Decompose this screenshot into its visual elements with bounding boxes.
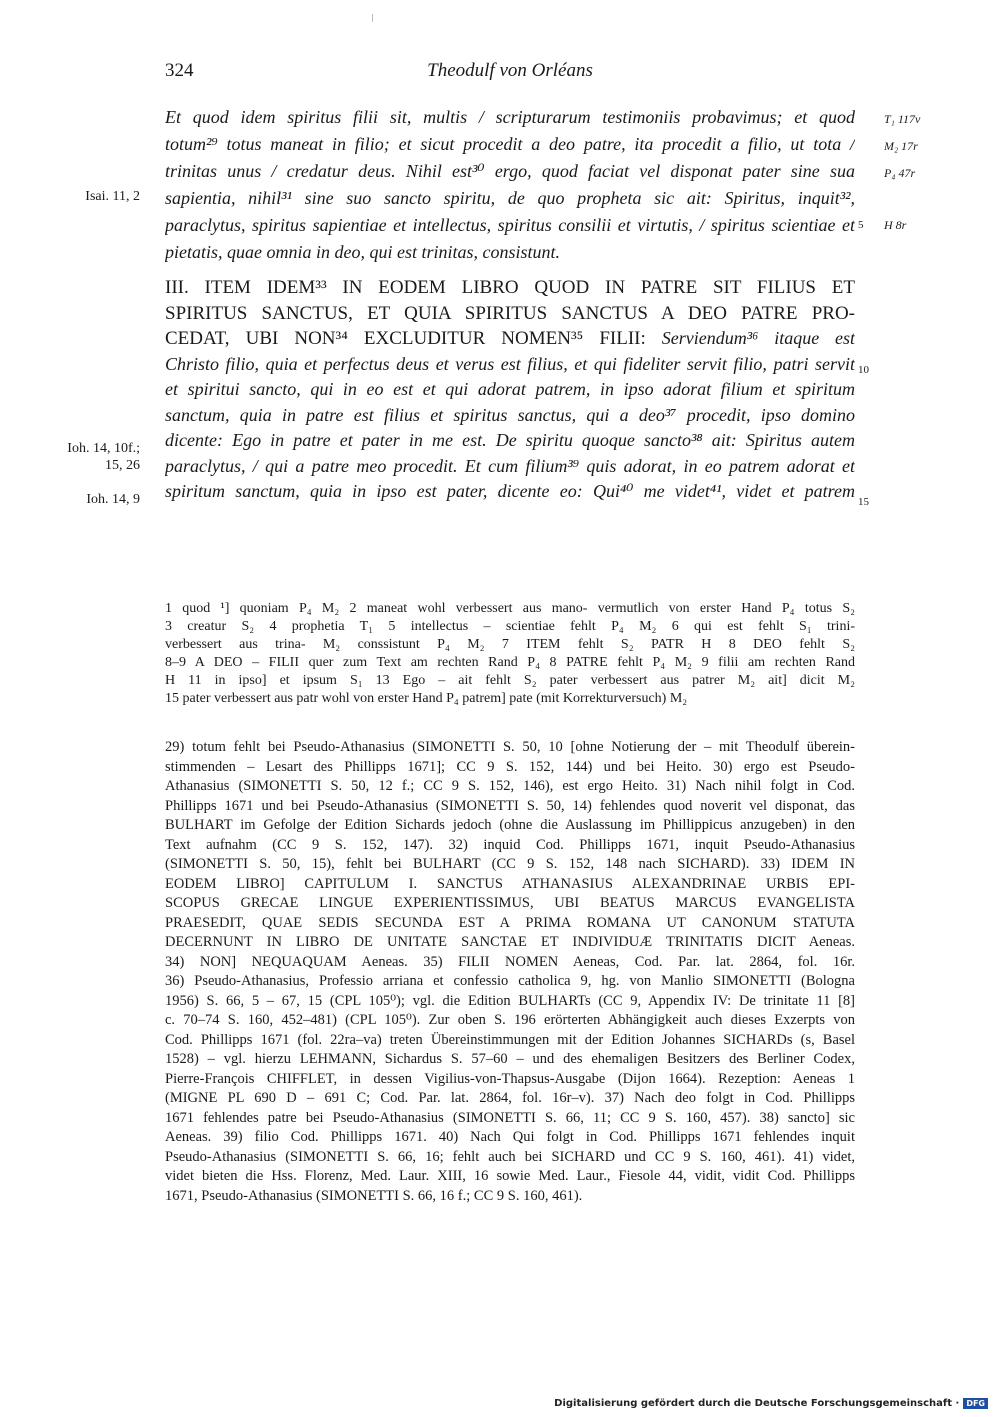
text-line: Christo filio, quia et perfectus deus et verus est filius, et qui fideliter servit filio, patri servit (165, 353, 855, 374)
text-line: totum²⁹ totus maneat in filio; et sicut procedit a deo patre, ita procedit a filio, ut tota / (165, 134, 855, 154)
heading-line: III. ITEM IDEM³³ IN EODEM LIBRO QUOD IN PATRE SIT FILIUS ET (165, 277, 855, 298)
text-line: sapientia, nihil³¹ sine suo sancto spiritu, de quo propheta sic ait: Spiritus, inquit³², (165, 188, 855, 208)
apparatus-line: 3 creatur S₂ 4 prophetia T₁ 5 intellectus – scientiae fehlt P₄ M₂ 6 qui est fehlt S₁ trini- (165, 619, 855, 634)
line-number-5: 5 (858, 219, 864, 231)
dfg-logo: DFG (963, 1398, 988, 1409)
heading-line-mixed (165, 326, 855, 352)
footnote-line: (MIGNE PL 690 D – 691 C; Cod. Par. lat. 2864, fol. 16r–v). 37) Nach deo folgt in Cod. Phillipps (165, 1090, 855, 1106)
footnote-line: EODEM LIBRO] CAPITULUM I. SANCTUS ATHANASIUS ALEXANDRINAE URBIS EPI- (165, 875, 855, 892)
text-line: trinitas unus / credatur deus. Nihil est³⁰ ergo, quod faciat vel disponat pater sine sua (165, 161, 855, 181)
apparatus-line: 8–9 A DEO – FILII quer zum Text am rechten Rand P₄ 8 PATRE fehlt P₄ M₂ 9 filii am rechten Rand (165, 655, 855, 670)
margin-ref-ioh-2: Ioh. 14, 9 (86, 492, 140, 507)
margin-ref-line: Ioh. 14, 10f.; (67, 441, 140, 456)
footnote-line: 1671 fehlendes patre bei Pseudo-Athanasius (SIMONETTI S. 66, 11; CC 9 S. 160, 457). 38) sancto] sic (165, 1109, 855, 1126)
line-number-15: 15 (858, 496, 869, 508)
margin-ref-ioh-1 (40, 440, 140, 474)
footnote-line: stimmenden – Lesart des Phillipps 1671]; CC 9 S. 152, 144) und bei Heito. 30) ergo est Pseudo- (165, 758, 855, 775)
footnote-line: Pseudo-Athanasius (SIMONETTI S. 66, 16; fehlt auch bei SICHARD und CC 9 S. 160, 461). 41) videt, (165, 1148, 855, 1165)
footnote-line: (SIMONETTI S. 50, 15), fehlt bei BULHART (CC 9 S. 152, 148 nach SICHARD). 33) IDEM IN (165, 856, 855, 872)
ms-ref-p4: P₄ 47r (884, 166, 916, 180)
line-number-10: 10 (858, 364, 869, 376)
heading-italic: Serviendum³⁶ itaque est (661, 328, 855, 348)
footnote-line: 29) totum fehlt bei Pseudo-Athanasius (SIMONETTI S. 50, 10 [ohne Notierung der – mit Theodulf überein- (165, 739, 855, 755)
running-title: Theodulf von Orléans (427, 60, 593, 81)
main-paragraph-1 (165, 104, 855, 266)
footnote-line: 34) NON] NEQUAQUAM Aeneas. 35) FILII NOMEN Aeneas, Cod. Par. lat. 2864, fol. 16r. (165, 953, 855, 970)
footnote-line: 1956) S. 66, 5 – 67, 15 (CPL 105⁰); vgl. die Edition BULHARTs (CC 9, Appendix IV: De trinitate 11 [8] (165, 992, 855, 1009)
text-line: dicente: Ego in patre et pater in me est. De spiritu quoque sancto³⁸ ait: Spiritus autem (165, 430, 855, 450)
footnote-line: Pierre-François CHIFFLET, in dessen Vigilius-von-Thapsus-Ausgabe (Dijon 1664). Rezeption: Aeneas 1 (165, 1070, 855, 1087)
footnote-line: c. 70–74 S. 160, 452–481) (CPL 105⁰). Zur oben S. 196 erörterten Abhängigkeit auch dieses Exzerpts von (165, 1012, 855, 1028)
dfg-footer (554, 1398, 988, 1409)
heading-caps: CEDAT, UBI NON³⁴ EXCLUDITUR NOMEN³⁵ FILII: (165, 328, 662, 349)
apparatus-line: verbessert aus trina- M₂ conssistunt P₄ M₂ 7 ITEM fehlt S₂ PATR H 8 DEO fehlt S₂ (165, 637, 855, 652)
text-line: pietatis, quae omnia in deo, qui est trinitas, consistunt. (165, 242, 560, 262)
ms-ref-t1: T₁ 117v (884, 112, 921, 126)
footnote-line: videt bieten die Hss. Florenz, Med. Laur. XIII, 16 sowie Med. Laur., Fiesole 44, vidit, vidit Cod. Phillipps (165, 1168, 855, 1184)
apparatus-line: 1 quod ¹] quoniam P₄ M₂ 2 maneat wohl verbessert aus mano- vermutlich von erster Hand P₄ totus S₂ (165, 601, 855, 616)
margin-ref-line: 15, 26 (105, 458, 140, 473)
footnote-line: Athanasius (SIMONETTI S. 50, 12 f.; CC 9 S. 152, 146), est ergo Heito. 31) Nach nihil folgt in Cod. (165, 778, 855, 794)
text-line: sanctum, quia in patre est filius et spiritus sanctus, qui a deo³⁷ procedit, ipso domino (165, 404, 855, 425)
footnote-line: Phillipps 1671 und bei Pseudo-Athanasius (SIMONETTI S. 50, 14) fehlendes quod noverit vel disponat, das (165, 797, 855, 814)
margin-ref-isai: Isai. 11, 2 (85, 189, 140, 204)
text-line: spiritum sanctum, quia in ipso est pater, dicente eo: Qui⁴⁰ me videt⁴¹, videt et patrem (165, 481, 855, 501)
page-number: 324 (165, 60, 194, 81)
apparatus-line: 15 pater verbessert aus patr wohl von erster Hand P₄ patrem] pate (mit Korrekturversuch) M₂ (165, 691, 688, 706)
text-line: paraclytus, spiritus sapientiae et intellectus, spiritus consilii et virtutis, / spiritus scientiae et (165, 215, 855, 235)
text-line: et spiritui sancto, qui in eo est et qui adorat patrem, in ipso adorat filium et spiritum (165, 379, 855, 399)
text-line: paraclytus, / qui a patre meo procedit. Et cum filium³⁹ quis adorat, in eo patrem adorat et (165, 455, 855, 476)
footnote-line: Text aufnahm (CC 9 S. 152, 147). 32) inquid Cod. Phillipps 1671, inquit Pseudo-Athanasius (165, 836, 855, 853)
footnote-line: 36) Pseudo-Athanasius, Professio arriana et confessio catholica 9, hg. von Manlio SIMONETTI (Bologna (165, 973, 855, 989)
footnote-line: 1528) – vgl. hierzu LEHMANN, Sichardus S. 57–60 – und des ehemaligen Besitzers des Berliner Codex, (165, 1051, 855, 1067)
main-paragraph-2 (165, 275, 855, 505)
scan-mark (372, 14, 373, 22)
footnote-line: Cod. Phillipps 1671 (fol. 22ra–va) treten Übereinstimmungen mit der Edition Johannes SICHARDs (s, Basel (165, 1031, 855, 1048)
footnote-line: SCOPUS GRECAE LINGUE EXPERIENTISSIMUS, UBI BEATUS MARCUS EVANGELISTA (165, 895, 855, 911)
footnote-line: DECERNUNT IN LIBRO DE UNITATE SANCTAE ET INDIVIDUÆ TRINITATIS DICIT Aeneas. (165, 934, 855, 950)
footnotes (165, 738, 855, 1206)
apparatus-line: H 11 in ipso] et ipsum S₁ 13 Ego – ait fehlt S₂ pater verbessert aus patrer M₂ ait] dicit M₂ (165, 673, 855, 688)
footnote-line: BULHART im Gefolge der Edition Sichards jedoch (ohne die Auslassung im Phillippicus anzugeben) in den (165, 817, 855, 833)
heading-line: SPIRITUS SANCTUS, ET QUIA SPIRITUS SANCTUS A DEO PATRE PRO- (165, 302, 855, 324)
footnote-line: 1671, Pseudo-Athanasius (SIMONETTI S. 66, 16 f.; CC 9 S. 160, 461). (165, 1187, 583, 1204)
footnote-line: PRAESEDIT, QUAE SEDIS SECUNDA EST A PRIMA ROMANA UT CANONUM STATUTA (165, 914, 855, 931)
ms-ref-m2: M₂ 17r (884, 139, 918, 153)
footnote-line: Aeneas. 39) filio Cod. Phillipps 1671. 40) Nach Qui folgt in Cod. Phillipps 1671 fehlendes inquit (165, 1129, 855, 1145)
text-line: Et quod idem spiritus filii sit, multis / scripturarum testimoniis probavimus; et quod (165, 107, 855, 127)
critical-apparatus (165, 600, 855, 708)
dfg-footer-text: Digitalisierung gefördert durch die Deutsche Forschungsgemeinschaft · (554, 1398, 960, 1409)
ms-ref-h: H 8r (884, 218, 907, 232)
